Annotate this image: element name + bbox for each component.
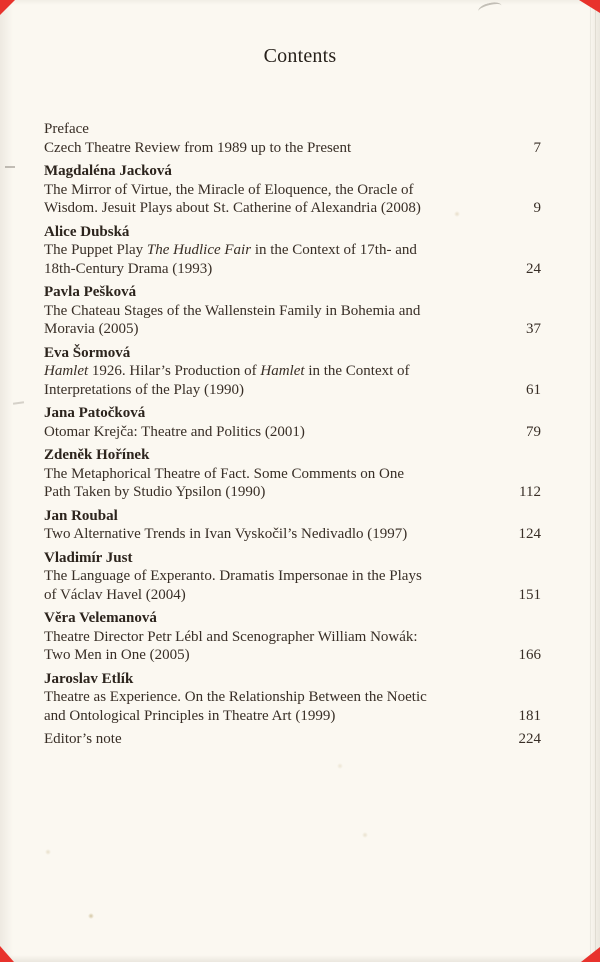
- toc-line-text: Jan Roubal: [44, 507, 118, 524]
- toc-title-line: [44, 320, 541, 339]
- toc-entry: [44, 223, 541, 279]
- toc-author-line: [44, 223, 541, 242]
- toc-line-text: Theatre as Experience. On the Relationship Between the Noetic: [44, 689, 427, 705]
- toc-page-number: 166: [518, 647, 541, 663]
- page-edge-line: [590, 0, 591, 962]
- toc-line-text: Moravia (2005): [44, 321, 139, 337]
- toc-title-line: [44, 139, 541, 158]
- toc-line-text: The Puppet Play The Hudlice Fair in the Context of 17th- and: [44, 242, 417, 258]
- toc-entry: [44, 283, 541, 339]
- toc-page-number: 24: [526, 260, 541, 277]
- photo-corner-red: [0, 946, 14, 962]
- toc-title-line: [44, 302, 541, 321]
- toc-author-line: [44, 162, 541, 181]
- toc-entry: [44, 404, 541, 441]
- toc-line-text: Interpretations of the Play (1990): [44, 381, 244, 398]
- toc-entry: [44, 120, 541, 157]
- toc-line-text: The Chateau Stages of the Wallenstein Family in Bohemia and: [44, 302, 421, 319]
- toc-author-line: [44, 404, 541, 423]
- toc-line-text: Theatre Director Petr Lébl and Scenographer William Nowák:: [44, 628, 418, 645]
- toc-title-line: [44, 465, 541, 484]
- toc-line-text: Otomar Krejča: Theatre and Politics (2001): [44, 423, 305, 440]
- toc-page-number: 112: [519, 484, 541, 500]
- toc-entry: [44, 344, 541, 400]
- toc-title-line: [44, 483, 541, 502]
- toc-line-text: Jaroslav Etlík: [44, 670, 134, 687]
- toc-line-text: Two Men in One (2005): [44, 647, 190, 663]
- toc-line-text: The Language of Experanto. Dramatis Impersonae in the Plays: [44, 568, 422, 584]
- toc-list: [44, 120, 541, 754]
- toc-line-text: Pavla Pešková: [44, 284, 137, 300]
- toc-page-number: 79: [526, 423, 541, 440]
- toc-entry: [44, 730, 541, 749]
- toc-line-text: The Mirror of Virtue, the Miracle of Eloquence, the Oracle of: [44, 181, 414, 198]
- toc-title-line: [44, 260, 541, 279]
- toc-page-number: 7: [533, 139, 541, 156]
- toc-author-line: [44, 283, 541, 302]
- scan-smudge: [13, 401, 24, 405]
- toc-title-line: [44, 241, 541, 260]
- toc-line-text: Alice Dubská: [44, 223, 130, 240]
- page-edge-line: [595, 0, 596, 962]
- toc-title-line: [44, 730, 541, 749]
- photo-corner-red: [581, 947, 600, 962]
- toc-author-line: [44, 549, 541, 568]
- toc-title-line: [44, 120, 541, 139]
- toc-title-line: [44, 181, 541, 200]
- toc-line-text: Path Taken by Studio Ypsilon (1990): [44, 484, 266, 500]
- toc-entry: [44, 549, 541, 605]
- toc-line-text: Vladimír Just: [44, 549, 133, 566]
- toc-title-line: [44, 423, 541, 442]
- toc-line-text: Věra Velemanová: [44, 610, 157, 626]
- toc-line-text: Hamlet 1926. Hilar’s Production of Hamlet in the Context of: [44, 363, 410, 379]
- toc-page-number: 224: [518, 731, 541, 747]
- toc-line-text: Eva Šormová: [44, 344, 131, 361]
- toc-title-line: [44, 707, 541, 726]
- toc-entry: [44, 507, 541, 544]
- toc-line-text: of Václav Havel (2004): [44, 586, 186, 603]
- toc-line-text: Czech Theatre Review from 1989 up to the Present: [44, 139, 352, 156]
- toc-entry: [44, 162, 541, 218]
- toc-line-text: Editor’s note: [44, 731, 122, 747]
- toc-title-line: [44, 362, 541, 381]
- toc-author-line: [44, 507, 541, 526]
- toc-title-line: [44, 525, 541, 544]
- toc-author-line: [44, 344, 541, 363]
- photo-corner-red: [0, 0, 15, 15]
- toc-title-line: [44, 381, 541, 400]
- toc-page-number: 181: [518, 707, 541, 724]
- toc-page-number: 37: [526, 321, 541, 337]
- toc-author-line: [44, 446, 541, 465]
- toc-line-text: 18th-Century Drama (1993): [44, 260, 213, 277]
- toc-line-text: and Ontological Principles in Theatre Art (1999): [44, 707, 336, 724]
- toc-entry: [44, 670, 541, 726]
- photo-corner-red: [579, 0, 600, 13]
- toc-title-line: [44, 567, 541, 586]
- toc-page-number: 61: [526, 381, 541, 398]
- scan-smudge: [5, 166, 15, 168]
- toc-line-text: Jana Patočková: [44, 405, 146, 421]
- toc-title-line: [44, 628, 541, 647]
- toc-title-line: [44, 646, 541, 665]
- toc-author-line: [44, 670, 541, 689]
- toc-line-text: Preface: [44, 121, 89, 137]
- toc-entry: [44, 446, 541, 502]
- toc-entry: [44, 609, 541, 665]
- toc-author-line: [44, 609, 541, 628]
- toc-page-number: 9: [533, 200, 541, 216]
- toc-line-text: Zdeněk Hořínek: [44, 447, 150, 463]
- page-title: Contents: [263, 45, 337, 67]
- toc-line-text: Wisdom. Jesuit Plays about St. Catherine of Alexandria (2008): [44, 200, 421, 216]
- toc-line-text: Magdaléna Jacková: [44, 163, 172, 179]
- toc-page-number: 151: [518, 586, 541, 603]
- scan-smudge: [477, 0, 503, 16]
- toc-line-text: Two Alternative Trends in Ivan Vyskočil’s Nedivadlo (1997): [44, 526, 408, 542]
- toc-title-line: [44, 688, 541, 707]
- toc-page-number: 124: [518, 526, 541, 542]
- toc-line-text: The Metaphorical Theatre of Fact. Some Comments on One: [44, 465, 405, 482]
- toc-title-line: [44, 199, 541, 218]
- toc-title-line: [44, 586, 541, 605]
